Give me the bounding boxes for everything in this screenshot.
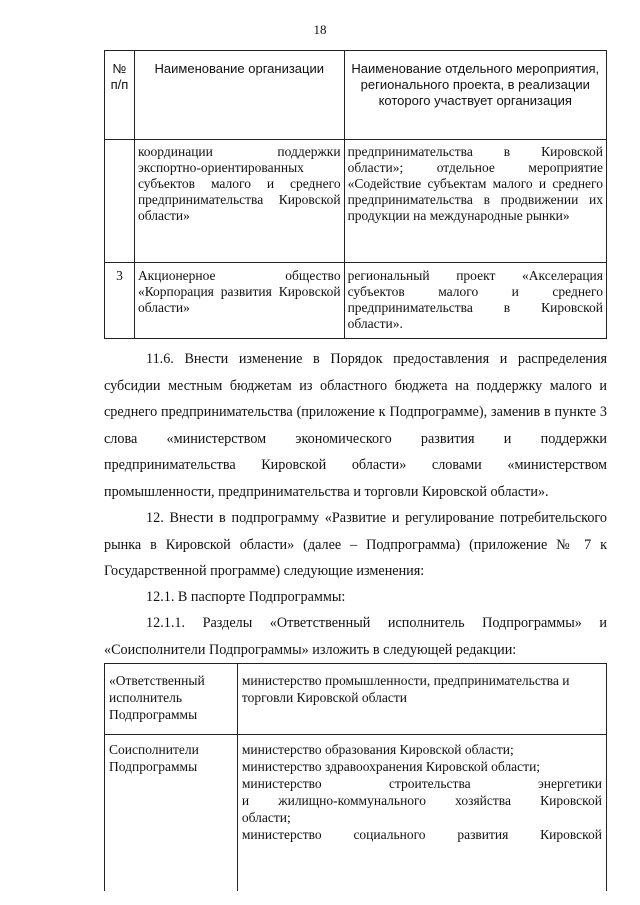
- table-row: [105, 263, 607, 339]
- co-executors-value: [237, 735, 606, 892]
- row-number: 3: [105, 263, 135, 339]
- organization-cell: координации поддержки экспортно-ориентированных субъектов малого и среднего предпринимательства Кировской области»: [134, 140, 344, 263]
- header-organization: Наименование организации: [134, 51, 344, 140]
- co-executor-line: министерство строительства энергетики: [241, 776, 602, 791]
- page-number: 18: [313, 22, 327, 37]
- paragraph-12-1: 12.1. В паспорте Подпрограммы:: [146, 589, 346, 605]
- co-executor-line: министерство социального развития Кировской: [241, 827, 602, 842]
- responsible-executor-label: «Ответственный исполнитель Подпрограммы: [105, 664, 238, 735]
- table-header-row: [105, 51, 607, 140]
- responsible-executor-value: министерство промышленности, предпринимательства и торговли Кировской области: [237, 664, 606, 735]
- co-executor-line: министерство здравоохранения Кировской области;: [241, 759, 541, 774]
- header-number: № п/п: [105, 51, 135, 140]
- co-executor-line: министерство образования Кировской области;: [241, 742, 514, 757]
- passport-table: [104, 663, 607, 891]
- activity-cell: региональный проект «Акселерация субъектов малого и среднего предпринимательства в Кировской области».: [344, 263, 606, 339]
- table-row: [105, 735, 607, 892]
- paragraph-11-6: 11.6. Внести изменение в Порядок предоставления и распределения субсидии местным бюджетам из областного бюджета на поддержку малого и среднего предпринимательства (приложение к Подпрограмме), заменив в пункте 3 слова «министерством экономического развития и поддержки предпринимательства Кировской области» словами «министерством промышленности, предпринимательства и торговли Кировской области».: [104, 351, 607, 500]
- organization-cell: Акционерное общество «Корпорация развития Кировской области»: [134, 263, 344, 339]
- header-activity: Наименование отдельного мероприятия, регионального проекта, в реализации которого участвует организация: [344, 51, 606, 140]
- table-row: [105, 664, 607, 735]
- table-row: [105, 140, 607, 263]
- co-executor-line: области;: [241, 810, 291, 825]
- co-executor-line: и жилищно-коммунального хозяйства Кировской: [241, 793, 602, 808]
- co-executors-label: Соисполнители Подпрограммы: [105, 735, 238, 892]
- row-number: [105, 140, 135, 263]
- organizations-table: [104, 50, 607, 339]
- paragraph-12-1-1: 12.1.1. Разделы «Ответственный исполнитель Подпрограммы» и «Соисполнители Подпрограммы» изложить в следующей редакции:: [104, 615, 607, 658]
- activity-cell: предпринимательства в Кировской области»; отдельное мероприятие «Содействие субъектам малого и среднего предпринимательства в продвижении их продукции на международные рынки»: [344, 140, 606, 263]
- paragraph-12: 12. Внести в подпрограмму «Развитие и регулирование потребительского рынка в Кировской области» (далее – Подпрограмма) (приложение № 7 к Государственной программе) следующие изменения:: [104, 510, 607, 579]
